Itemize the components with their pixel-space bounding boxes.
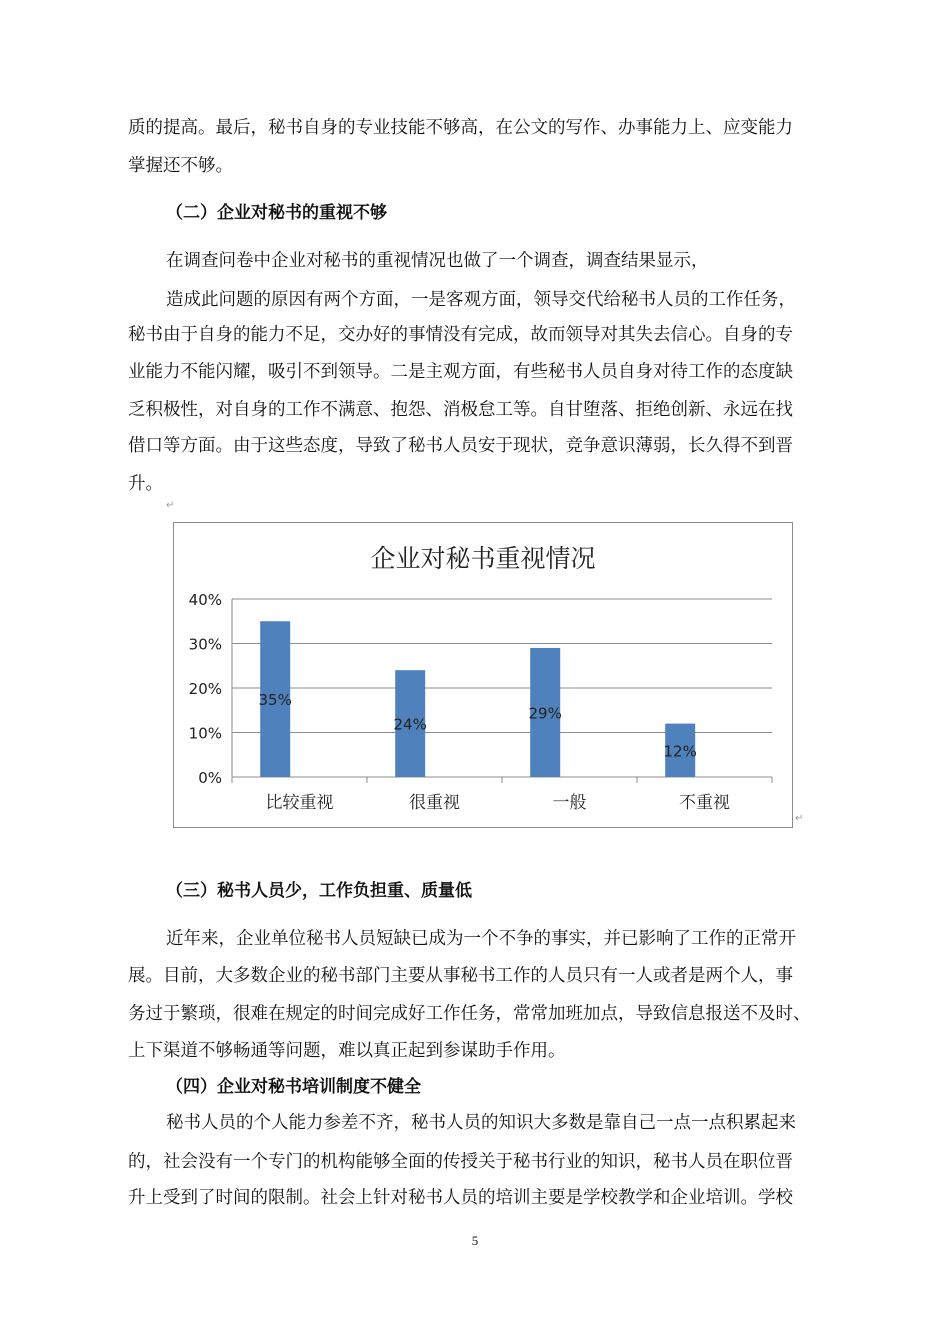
data-label: 24% (393, 715, 427, 734)
paragraph-line: 升。 (128, 474, 163, 494)
paragraph-line: 的，社会没有一个专门的机构能够全面的传授关于秘书行业的知识，秘书人员在职位晋 (128, 1152, 793, 1172)
section-heading-3: （三）秘书人员少，工作负担重、质量低 (166, 881, 472, 901)
data-label: 35% (258, 691, 292, 710)
paragraph-line: 乏积极性，对自身的工作不满意、抱怨、消极怠工等。自甘堕落、拒绝创新、永远在找 (128, 400, 793, 420)
y-tick-label: 10% (188, 724, 222, 743)
section-heading-4: （四）企业对秘书培训制度不健全 (166, 1077, 421, 1097)
paragraph-line: 升上受到了时间的限制。社会上针对秘书人员的培训主要是学校教学和企业培训。学校 (128, 1188, 793, 1208)
y-tick-label: 20% (188, 680, 222, 698)
x-tick-label: 一般 (552, 793, 587, 813)
paragraph-line: 展。目前，大多数企业的秘书部门主要从事秘书工作的人员只有一人或者是两个人，事 (128, 966, 793, 986)
paragraph-mark-icon: ↵ (795, 813, 804, 824)
y-tick-label: 0% (198, 769, 222, 787)
paragraph-line: 业能力不能闪耀，吸引不到领导。二是主观方面，有些秘书人员自身对待工作的态度缺 (128, 362, 793, 382)
paragraph-line: 在调查问卷中企业对秘书的重视情况也做了一个调查，调查结果显示， (166, 251, 709, 271)
page-number: 5 (471, 1233, 479, 1248)
bar-chart (173, 522, 793, 828)
paragraph-line: 造成此问题的原因有两个方面，一是客观方面，领导交代给秘书人员的工作任务， (166, 290, 796, 310)
paragraph-line: 近年来，企业单位秘书人员短缺已成为一个不争的事实，并已影响了工作的正常开 (166, 929, 796, 949)
paragraph-mark-icon: ↵ (166, 500, 175, 511)
paragraph-line: 务过于繁琐，很难在规定的时间完成好工作任务，常常加班加点，导致信息报送不及时、 (128, 1004, 811, 1024)
x-tick-label: 很重视 (409, 793, 460, 813)
paragraph-line: 秘书由于自身的能力不足，交办好的事情没有完成，故而领导对其失去信心。自身的专 (128, 325, 793, 345)
paragraph-line: 掌握还不够。 (128, 156, 233, 176)
data-label: 29% (528, 704, 562, 723)
paragraph-line: 借口等方面。由于这些态度，导致了秘书人员安于现状，竞争意识薄弱，长久得不到晋 (128, 436, 793, 456)
paragraph-line: 质的提高。最后，秘书自身的专业技能不够高，在公文的写作、办事能力上、应变能力 (128, 118, 793, 138)
x-tick-label: 比较重视 (265, 793, 334, 813)
paragraph-line: 上下渠道不够畅通等问题，难以真正起到参谋助手作用。 (128, 1041, 566, 1061)
x-tick-label: 不重视 (679, 793, 730, 813)
chart-title: 企业对秘书重视情况 (370, 544, 596, 573)
y-tick-label: 40% (188, 591, 222, 609)
data-label: 12% (663, 742, 697, 761)
chart-canvas (174, 523, 792, 827)
y-tick-label: 30% (188, 635, 222, 654)
paragraph-line: 秘书人员的个人能力参差不齐，秘书人员的知识大多数是靠自己一点一点积累起来 (166, 1113, 796, 1133)
section-heading-2: （二）企业对秘书的重视不够 (166, 203, 387, 223)
